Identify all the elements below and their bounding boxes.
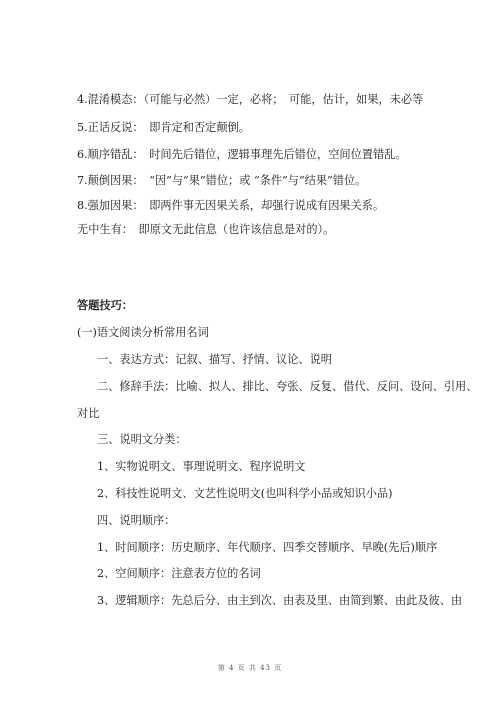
text-line-4: 4.混淆模态：（可能与必然）一定，必将； 可能，估计，如果，未必等 [77, 93, 424, 106]
text-line-5: 5.正话反说： 即肯定和否定颠倒。 [77, 121, 250, 134]
item-expository-types-1: 1、实物说明文、事理说明文、程序说明文 [97, 460, 306, 473]
text-line-fabrication: 无中生有： 即原文无此信息（也许该信息是对的）。 [77, 223, 335, 236]
subsection-heading: (一)语文阅读分析常用名词 [77, 326, 209, 339]
item-order-space: 2、空间顺序：注意表方位的名词 [97, 567, 261, 580]
item-rhetoric-cont: 对比 [77, 407, 100, 420]
section-heading: 答题技巧： [77, 299, 133, 312]
text-line-7: 7.颠倒因果： “因”与“果”错位；或 “条件”与“结果”错位。 [77, 174, 367, 187]
text-line-8: 8.强加因果： 即两件事无因果关系，却强行说成有因果关系。 [77, 199, 385, 212]
item-expository-types-2: 2、科技性说明文、文艺性说明文(也叫科学小品或知识小品) [97, 487, 393, 500]
item-rhetoric: 二、修辞手法：比喻、拟人、排比、夸张、反复、借代、反问、设问、引用、 [97, 380, 478, 393]
item-expository-types: 三、说明文分类： [97, 433, 187, 446]
item-order-logic: 3、逻辑顺序：先总后分、由主到次、由表及里、由简到繁、由此及彼、由 [97, 594, 463, 607]
item-order: 四、说明顺序： [97, 514, 176, 527]
page-footer: 第 4 页 共 43 页 [217, 664, 283, 672]
text-line-6: 6.顺序错乱： 时间先后错位，逻辑事理先后错位，空间位置错乱。 [77, 148, 407, 161]
item-order-time: 1、时间顺序：历史顺序、年代顺序、四季交替顺序、早晚(先后)顺序 [97, 541, 438, 554]
item-expression-methods: 一、表达方式：记叙、描写、抒情、议论、说明 [97, 353, 332, 366]
